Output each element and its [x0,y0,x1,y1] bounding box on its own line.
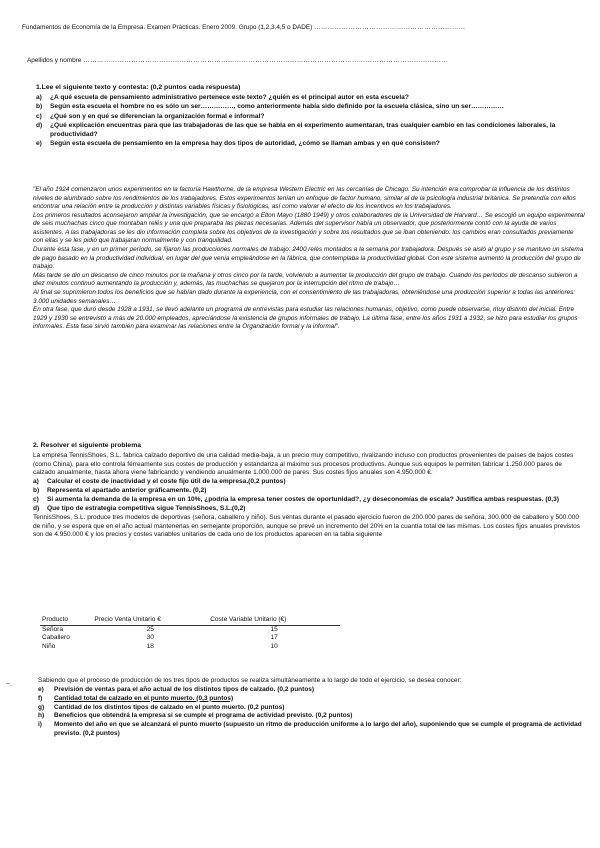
question-2-item [33,505,585,514]
final-list [38,686,586,739]
passage-paragraph: Los primeros resultados aconsejaron ampliar la investigación, que se encargó a Elton Mayo (1880 1949) y otros colaboradores de la Universidad de Harvard… Se escogió un equipo experimental de seis muchachas cinco que montaban relés y una que preparaba las piezas necesarias. Además del supervisor había un observador, que posteriormente contó con la ayuda de varios asistentes. A las trabajadoras se les dio información completa sobre los objetivos de la investigación y sobre los resultados que se iban obteniendo: los cambios eran consultados previamente con ellas y se les pidió que trabajaran normalmente y con tranquilidad. [33,211,585,245]
item-text: Beneficios que obtendrá la empresa si se cumple el programa de actividad previsto. (0,2 puntos) [54,712,353,720]
question-2-title: 2. Resolver el siguiente problema [33,442,142,449]
question-1-list [36,94,584,149]
item-text: Calcular el coste de inactividad y el coste fijo útil de la empresa.(0,2 puntos) [47,477,286,485]
table-cell: 30 [146,634,154,642]
item-text: Que tipo de estrategia competitiva sigue TennisShoes, S.L.(0,2) [47,504,246,512]
item-text: Según esta escuela de pensamiento en la empresa hay dos tipos de autoridad, ¿cómo se llaman ambas y en qué consisten? [50,139,440,147]
final-item [38,686,586,695]
passage-paragraph: Durante esta fase, y en un primer período, se fijaron las producciones normales de trabajo: 2400 relés montados a la semana por trabajadora. Después se aisló al grupo y se mantuvo un sistema de pago basado en la productividad individual, en lugar del que venía empleándose en la fábrica, que contemplaba la productividad global. Con este sistema aumentó la producción del grupo de trabajo. [33,246,584,271]
item-label: b) [33,486,40,494]
table-cell: Niño [42,642,56,650]
question-2-item [33,496,585,505]
table-cell: 18 [146,642,154,650]
final-item [38,721,586,738]
product-table [40,616,340,651]
header-dots: ………………………………………………………… [314,24,466,31]
passage-paragraph: En otra fase, que duró desde 1928 a 1931, se llevó adelante un programa de entrevistas para estudiar las relaciones humanas, objetivo, como puede observarse, muy distinto del inicial. Entre 1929 y 1930 se entrevistó a más de 20.000 empleados, apreciándose la existencia de grupos informales de trabajo. La última fase, entre los años 1931 a 1932, se hizo para estudiar los grupos informales. Esta fase sirvió también para examinar las relaciones entre la Organización formal y la informal". [33,306,578,331]
item-text: Momento del año en que se alcanzará el punto muerto (supuesto un ritmo de producción uniforme a lo largo del año), suponiendo que se cumple el programa de actividad previsto. (0,2 puntos) [54,721,582,738]
exam-header [22,24,590,32]
item-label: d) [36,121,43,129]
item-label: d) [33,504,40,512]
item-text: ¿Qué son y en qué se diferencian la organización formal e informal? [50,112,265,120]
item-label: e) [36,139,42,147]
question-1-item [36,122,584,139]
item-text: Cantidad total de calzado en el punto muerto. (0,3 puntos) [54,694,234,702]
reading-passage [33,186,585,332]
passage-paragraph: Al final se suprimieron todos los beneficios que se habían dado durante la experiencia, con el consentimiento de las trabajadoras, obteniéndose una producción superior a todas las anteriores: 3.000 unidades semanales… [33,288,576,305]
item-text: Si aumenta la demanda de la empresa en un 10%, ¿podría la empresa tener costes de oportunidad?, ¿y deseconomías de escala? Justifica ambas respuestas. (0,3) [47,495,559,503]
table-cell: 15 [270,625,278,633]
item-label: a) [33,477,39,485]
name-label: Apellidos y nombre [27,57,82,64]
item-text: Cantidad de los distintos tipos de calzado en el punto muerto. (0,2 puntos) [54,703,285,711]
passage-paragraph: Más tarde se dio un descanso de cinco minutos por la mañana y otros cinco por la tarde, volviendo a aumentar la producción del grupo de trabajo. Cuando los períodos de descanso subieron a diez minutos continuó aumentando la producción y, además, las muchachas se quejaron por la interrupción del ritmo de trabajo… [33,271,578,288]
table-cell: 10 [270,642,278,650]
item-text: Según esta escuela el hombre no es sólo un ser……………, como anteriormente había sido definido por la escuela clásica, sino un ser…………… [50,103,504,111]
final-item [38,704,586,713]
table-header-cell: Producto [40,616,92,625]
final-item [38,695,586,704]
table-header-cell: Coste Variable Unitario (€) [208,616,340,625]
table-row [40,643,340,652]
name-dots: …………………………………………………………………………………………………………………………………………… [83,57,449,64]
question-1-item [36,113,584,122]
table-header-cell: Precio Venta Unitario € [92,616,208,625]
table-cell: Caballero [42,634,70,642]
problem-statement: La empresa TennisShoes, S.L. fabrica calzado deportivo de una calidad media-baja, a un precio muy competitivo, rivalizando incluso con productos provenientes de países de bajos costes (como China), para ello controla férreamente sus costes de producción y estandariza al máximo sus procesos productivos. Aunque sus equipos le permiten fabricar 1.250.000 pares de calzado anualmente, hasta ahora viene fabricando y vendiendo anualmente 1.000.000 de pares. Sus costes fijos anuales son 4.950.000 €. [33,451,574,477]
item-label: c) [33,495,39,503]
question-2-item [33,487,585,496]
item-text: ¿A qué escuela de pensamiento administrativo pertenece este texto? ¿quién es el principal autor en esta escuela? [50,93,409,101]
final-item [38,712,586,721]
item-label: c) [36,112,42,120]
item-label: a) [36,93,42,101]
table-cell: 25 [146,625,154,633]
table-header-row [40,616,340,625]
item-label: i) [38,721,42,729]
question-1-item [36,140,584,149]
question-2-item [33,478,585,487]
question-1-title: 1.Lee el siguiente texto y contesta: (0,2 puntos cada respuesta) [36,84,241,91]
table-cell: Señora [42,625,63,633]
question-2-list [33,478,585,514]
question-1-item [36,103,584,112]
question-1-item [36,94,584,103]
item-text: Previsión de ventas para el año actual de los distintos tipos de calzado. (0,2 puntos) [54,685,315,693]
table-cell: 17 [270,634,278,642]
margin-mark: ~. [6,681,13,688]
problem-statement-2: TennisShoes, S.L. produce tres modelos de deportivas (señora, caballero y niño). Sus ventas durante el pasado ejercicio fueron de 200.000 pares de señora, 300.000 de caballero y 500.000 de niño, y se espera que en el año actual mantenerlas en semejante proporción, aunque se prevé un incremento del 20% en la cuantía total de las mismas. Los costes fijos anuales previstos son de 4.950.000 € y los precios y costes variables unitarios de cada uno de los productos aparecen en la tabla siguiente [33,514,581,539]
course-line: Fundamentos de Economía de la Empresa. Examen Prácticas. Enero 2009. Grupo (1,2,3,4,5 o DADE) [22,24,313,31]
item-label: g) [38,703,45,711]
item-label: b) [36,103,43,111]
table-row [40,634,340,643]
item-text: Representa el apartado anterior gráficamente. (0,2) [47,486,207,494]
final-intro: Sabiendo que el proceso de producción de los tres tipos de productos se realiza simultáneamente a lo largo de todo el ejercicio, se desea conocer: [38,677,462,684]
passage-paragraph: "El año 1924 comenzaron unos experimentos en la factoría Hawthorne, de la empresa Western Electric en las cercanías de Chicago. Su intención era comprobar la influencia de los distintos niveles de alumbrado sobre los rendimientos de los trabajadores. Estos experimentos tenían un enfoque de factor humano, similar al de la psicología industrial británica. Se pretendía con ellos encontrar una relación entre la producción y distintas variables físicas y fisiológicas, así como valorar el efecto de los incentivos en los trabajadores. [33,186,576,211]
question-1 [36,84,584,149]
question-2 [33,442,585,540]
table-row [40,625,340,634]
item-label: f) [38,694,43,702]
name-line [27,57,587,65]
item-text: ¿Qué explicación encuentras para que las trabajadoras de las que se habla en el experimento aumentaran, tras cualquier cambio en las condiciones laborales, la productividad? [50,121,556,138]
item-label: e) [38,685,44,693]
final-section [38,677,586,739]
item-label: h) [38,712,45,720]
